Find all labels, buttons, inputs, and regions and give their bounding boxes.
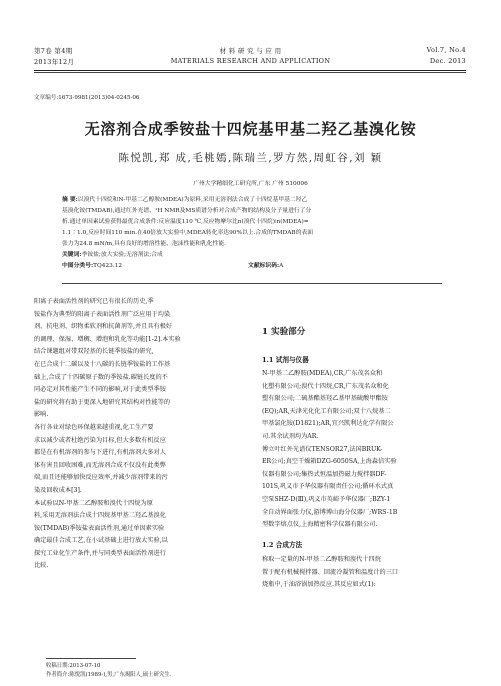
reagents-line: 仪器有限公司;集热式恒温加热磁力搅拌器DF-: [262, 470, 387, 478]
intro-line: 的调理、保湿、增稠、增泡和乳化等功能[1-2].本实验: [34, 335, 181, 343]
reagents-line: 化塑有限公司;溴代十四烷,CR,广东茂名众和化: [262, 382, 389, 390]
intro-line: 剂、抗电剂、织物柔软剂和抗菌剂等,并且具有极好: [34, 323, 173, 331]
intro-line: 阳离子表面活性剂的研究已有很长的历史,季: [34, 298, 154, 305]
intro-line: 铵(TMDAB)季铵盐表面活性剂,通过单因素实验: [34, 524, 165, 532]
reagents-line: 全自动界面张力仪,游博博山海分仪器厂;WRS-1B: [262, 508, 398, 516]
class-value: TQ423.12: [93, 263, 123, 269]
class-label: 中图分类号:: [62, 263, 94, 269]
intro-line: 端,而且还能够加快反应效率,并减少溶剂带来的污: [34, 474, 168, 482]
abstract-line: 析.通过单因素试验获得最优合成条件:反应温度110 ℃,反应物摩尔比n(溴代十四烷)∶n(MDEA)=: [62, 219, 309, 225]
keywords-label: 关键词:: [62, 252, 82, 258]
reagents-line: 司.其余试剂均为AR.: [262, 432, 319, 440]
reagents-line: 塑有限公司;二硫基酯基羟乙基甲基硫酸甲酯铵: [262, 395, 388, 403]
header-rule: [34, 70, 466, 71]
journal-volume: Vol.7, No.4: [426, 46, 466, 54]
journal-month: Dec. 2013: [429, 57, 466, 65]
intro-line: 本试验以N-甲基二乙醇胺和溴代十四烷为原: [34, 499, 153, 507]
affiliation: 广州大学精细化工研究所,广东 广州 510006: [193, 181, 308, 187]
abstract-line: 1.1∶1.0,反应时间110 min.在40倍放大实验中,MDEA转化率达90%以上.合成的TMDAB的表面: [62, 230, 314, 236]
intro-line: 结合课题组对带双羟基的长链季铵盐的研究,: [34, 348, 154, 356]
intro-line: 都是在有机溶剂的参与下进行,有机溶剂大多对人: [34, 449, 166, 457]
synthesis-line: 称取一定量的N-甲基二乙醇胺和溴代十四烷: [262, 556, 381, 563]
synthesis-line: 烧瓶中,于油浴锅加热反应.其反应如式(1):: [262, 581, 376, 589]
intro-line: 铵盐作为典型的阳离子表面活性剂广泛应用于均染: [34, 310, 171, 318]
reagents-text: [262, 368, 466, 532]
journal-name-english: MATERIALS RESEARCH AND APPLICATION: [170, 57, 331, 65]
intro-line: 探究工业化生产条件,并与同类型表面活性剂进行: [34, 549, 166, 557]
intro-line: 求以减少或者杜绝污染为目标,但大多数有机反应: [34, 436, 166, 444]
reagents-line: (EQ);AR,天津光化化工有限公司;双十八烷基二: [262, 407, 391, 415]
intro-line: 影响.: [34, 411, 49, 419]
footnote: [46, 662, 171, 680]
header-rule-thin: [34, 72, 466, 73]
abstract-rule: [62, 283, 442, 284]
intro-line: 料,采用无溶剂法合成十四烷基甲基二羟乙基溴化: [34, 512, 166, 520]
subsection-heading-synthesis: 1.2 合成方法: [262, 541, 303, 549]
abstract-label: 摘 要:: [62, 197, 78, 203]
reagents-line: 傅立叶红外光谱仪TENSOR27,法国BRUK-: [262, 445, 383, 453]
intro-line: 比较.: [34, 562, 49, 570]
intro-line: 染及回收成本[3].: [34, 486, 82, 494]
subsection-heading-reagents: 1.1 试剂与仪器: [262, 356, 309, 364]
intro-line: 在已合成十二碳以及十八碳的长链季铵盐的工作基: [34, 360, 171, 368]
abstract-line: 摘 要:以溴代十四烷和N-甲基二乙醇胺(MDEA)为原料,采用无溶剂法合成了十四烷基甲基二羟乙: [62, 197, 308, 203]
abstract-line: 基溴化铵(TMDAB),通过红外光谱、¹H NMR及MS质谱分析对合成产物的结构及分子量进行了分: [62, 208, 312, 214]
reagents-line: ER公司;真空干燥箱DZG-6050SA,上海森信实验: [262, 458, 397, 466]
reagents-line: 101S,巩义市予华仪器有限责任公司;循环水式真: [262, 483, 394, 491]
doc-code-label: 文献标识码:: [248, 263, 280, 269]
journal-issue: 第7卷 第4期: [34, 47, 73, 55]
author-list: 陈悦凯,郑 成,毛桃嫣,陈瑞兰,罗方然,周虹谷,刘 颖: [118, 152, 383, 164]
article-number: 文章编号:1673-9981(2013)04-0245-06: [34, 95, 140, 101]
intro-line: 确定最佳合成工艺,在小试基础上进行放大实验,以: [34, 537, 168, 545]
author-bio: 作者简介:陈悦凯(1989-),男,广东揭阳人,硕士研究生.: [46, 672, 172, 678]
intro-line: 体有害且回收困难,而无溶剂合成不仅没有此类弊: [34, 461, 166, 469]
reagents-line: 甲基氯化铵(D1821);AR,宜兴凯利达化学有限公: [262, 420, 394, 428]
keywords: 季铵盐;放大实验;无溶剂法;合成: [81, 252, 163, 258]
footnote-rule: [46, 658, 136, 659]
doc-code-value: A: [279, 263, 284, 269]
intro-line: 础上,合成了十四碳原子数的季铵盐.碳链长度的不: [34, 373, 168, 381]
reagents-line: N-甲基二乙醇胺(MDEA),CR,广东茂名众和: [262, 370, 383, 377]
intro-line: 盐的研究将有助于更深入地研究其结构对性能等的: [34, 398, 171, 406]
abstract-line: 张力为24.8 mN/m,具有良好的增溶性能、泡沫性能和乳化性能.: [62, 241, 226, 247]
journal-date: 2013年12月: [34, 58, 75, 66]
intro-line: 同必定对其性能产生不同的影响,对于此类型季铵: [34, 386, 166, 394]
reagents-line: 空泵SHZ-D(Ⅲ),巩义市英峪予华仪器厂;BZY-1: [262, 495, 391, 503]
keywords-line: [62, 250, 442, 261]
journal-name: 材 料 研 究 与 应 用: [219, 47, 282, 55]
received-date: 收稿日期:2013-07-10: [46, 663, 101, 669]
abstract-block: [62, 195, 442, 272]
paper-title: 无溶剂合成季铵盐十四烷基甲基二羟乙基溴化铵: [84, 120, 417, 138]
intro-column: [34, 296, 246, 573]
intro-line: 各行各业对绿色环保越来越重视,化工生产要: [34, 423, 154, 431]
classification-line: [62, 261, 442, 272]
reagents-line: 型数字熔点仪,上海精密科学仪器有限公司.: [262, 521, 378, 529]
section-heading: 1 实验部分: [262, 327, 306, 337]
synthesis-text: [262, 554, 466, 592]
synthesis-line: 置于配有机械搅拌器、回流冷凝管和温度计的三口: [262, 568, 399, 576]
